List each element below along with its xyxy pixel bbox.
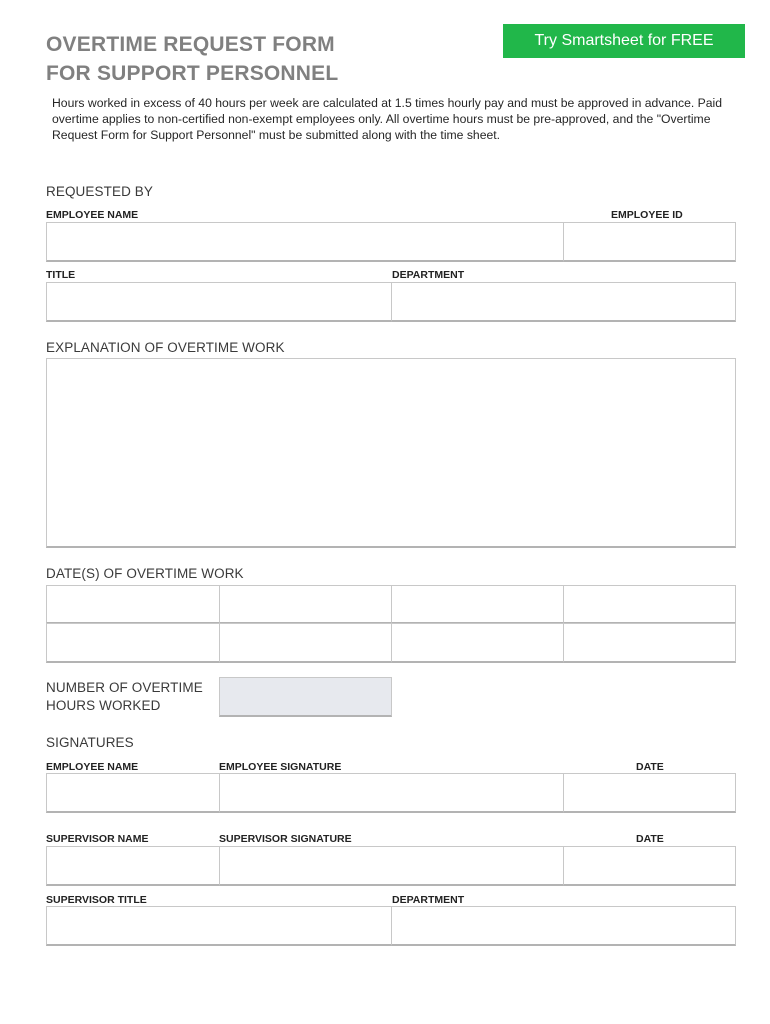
- title-field[interactable]: [46, 282, 392, 322]
- form-title-line-1: OVERTIME REQUEST FORM: [46, 33, 335, 56]
- try-smartsheet-button[interactable]: Try Smartsheet for FREE: [503, 24, 745, 58]
- department-label: DEPARTMENT: [392, 269, 465, 281]
- sig-department-label: DEPARTMENT: [392, 894, 465, 906]
- explanation-field[interactable]: [46, 358, 736, 548]
- employee-signature-label: EMPLOYEE SIGNATURE: [219, 761, 342, 773]
- sig-department-field[interactable]: [391, 906, 736, 946]
- form-title-line-2: FOR SUPPORT PERSONNEL: [46, 62, 339, 85]
- explanation-heading: EXPLANATION OF OVERTIME WORK: [46, 340, 285, 355]
- employee-name-label: EMPLOYEE NAME: [46, 209, 139, 221]
- title-label: TITLE: [46, 269, 76, 281]
- supervisor-name-label: SUPERVISOR NAME: [46, 833, 149, 845]
- overtime-hours-label-line-2: HOURS WORKED: [46, 698, 161, 713]
- form-title: [46, 30, 338, 88]
- employee-date-field[interactable]: [563, 773, 736, 813]
- date-cell[interactable]: [46, 623, 220, 663]
- sig-employee-name-field[interactable]: [46, 773, 220, 813]
- supervisor-signature-field[interactable]: [219, 846, 564, 886]
- employee-id-field[interactable]: [563, 222, 736, 262]
- date-cell[interactable]: [219, 585, 392, 624]
- date-cell[interactable]: [391, 585, 564, 624]
- employee-name-field[interactable]: [46, 222, 564, 262]
- intro-text: Hours worked in excess of 40 hours per week are calculated at 1.5 times hourly pay and must be approved in advance. Paid overtime applies to non-certified non-exempt employees only. All overtime hours must be pre-approved, and the "Overtime Request Form for Support Personnel" must be submitted along with the time sheet.: [52, 96, 723, 142]
- sig-employee-name-label: EMPLOYEE NAME: [46, 761, 139, 773]
- dates-heading: DATE(S) OF OVERTIME WORK: [46, 566, 244, 581]
- date-cell[interactable]: [391, 623, 564, 663]
- date-cell[interactable]: [219, 623, 392, 663]
- requested-by-heading: REQUESTED BY: [46, 184, 153, 199]
- employee-id-label: EMPLOYEE ID: [611, 209, 683, 221]
- supervisor-title-field[interactable]: [46, 906, 392, 946]
- supervisor-date-field[interactable]: [563, 846, 736, 886]
- overtime-hours-label-line-1: NUMBER OF OVERTIME: [46, 680, 203, 695]
- overtime-hours-field[interactable]: [219, 677, 392, 717]
- signatures-heading: SIGNATURES: [46, 735, 134, 750]
- employee-signature-field[interactable]: [219, 773, 564, 813]
- supervisor-title-label: SUPERVISOR TITLE: [46, 894, 147, 906]
- department-field[interactable]: [391, 282, 736, 322]
- supervisor-signature-label: SUPERVISOR SIGNATURE: [219, 833, 352, 845]
- overtime-hours-label: [46, 679, 203, 715]
- date-cell[interactable]: [563, 585, 736, 624]
- employee-date-label: DATE: [636, 761, 664, 773]
- date-cell[interactable]: [563, 623, 736, 663]
- supervisor-date-label: DATE: [636, 833, 664, 845]
- date-cell[interactable]: [46, 585, 220, 624]
- supervisor-name-field[interactable]: [46, 846, 220, 886]
